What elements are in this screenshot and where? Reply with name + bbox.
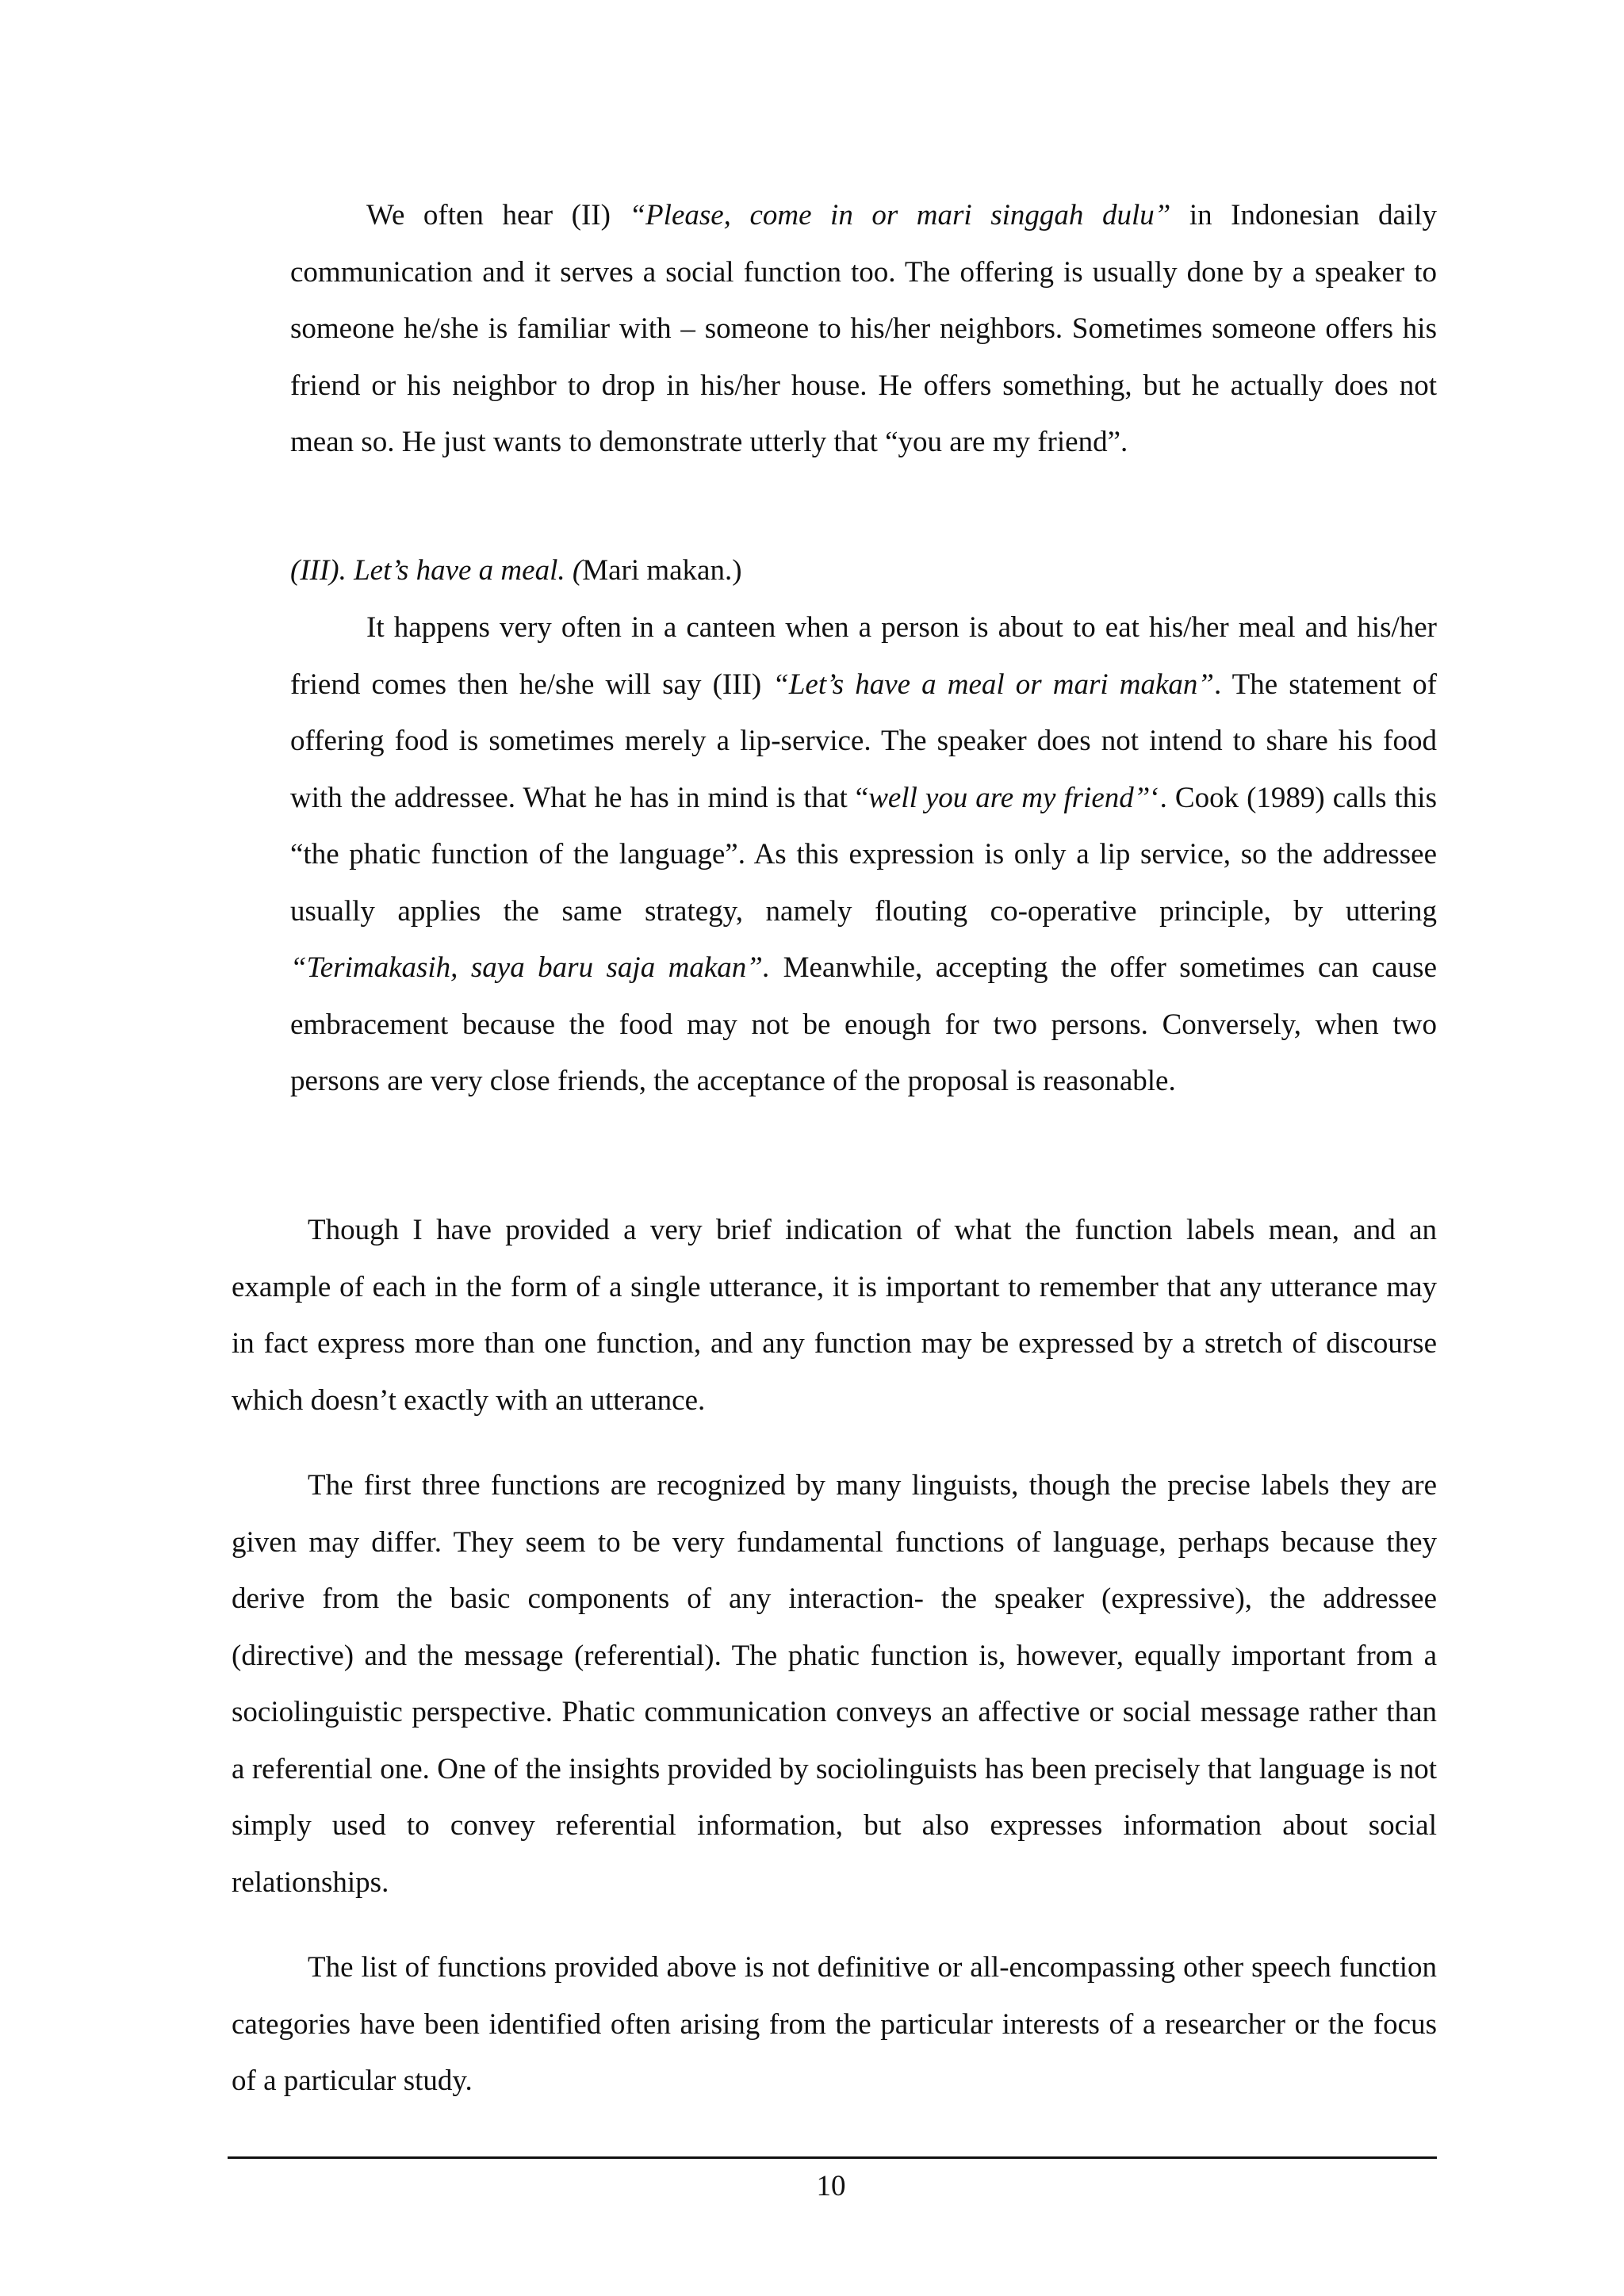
paragraph-meal-offer <box>290 599 1437 1110</box>
p4-text: The first three functions are recognized by many linguists, though the precise labels they are given may differ. They seem to be very fundamental functions of language, perhaps because they derive from the basic components of any interaction- the speaker (expressive), the addressee (directive) and the message (referential). The phatic function is, however, equally important from a sociolinguistic perspective. Phatic communication conveys an affective or social message rather than a referential one. One of the insights provided by sociolinguists has been precisely that language is not simply used to convey referential information, but also expresses information about social relationships. <box>232 1469 1437 1899</box>
p2-text-2: . The statement of offering food is sometimes merely a lip-service. The speaker does not intend to share his food with the addressee. What he has in mind is that “ <box>290 668 1437 814</box>
paragraph-list-of-functions <box>232 1939 1437 2110</box>
footer-divider <box>228 2156 1437 2159</box>
page-number: 10 <box>816 2170 846 2202</box>
heading-italic: (III). Let’s have a meal. ( <box>290 554 583 587</box>
p1-text-1: We often hear (II) <box>366 199 630 232</box>
p2-italic-3: “Terimakasih, saya baru saja makan”. <box>290 951 771 984</box>
p3-text: Though I have provided a very brief indication of what the function labels mean, and an example of each in the form of a single utterance, it is important to remember that any utterance may in fact express more than one function, and any function may be expressed by a stretch of discourse which doesn’t exactly with an utterance. <box>232 1214 1437 1417</box>
p2-text-4: Meanwhile, accepting the offer sometimes can cause embracement because the food may not be enough for two persons. Conversely, when two persons are very close friends, the acceptance of the proposal is reasonable. <box>290 951 1437 1097</box>
p1-italic-quote: “Please, come in or mari singgah dulu” <box>629 199 1171 232</box>
p1-text-2: in Indonesian daily communication and it serves a social function too. The offering is usually done by a speaker to someone he/she is familiar with – someone to his/her neighbors. Sometimes someone offers his friend or his neighbor to drop in his/her house. He offers something, but he actually does not mean so. He just wants to demonstrate utterly that “you are my friend”. <box>290 199 1437 458</box>
p2-text-3: ‘. Cook (1989) calls this “the phatic function of the language”. As this expression is only a lip service, so the addressee usually applies the same strategy, namely flouting co-operative principle, by uttering <box>290 781 1437 928</box>
paragraph-function-labels <box>232 1202 1437 1429</box>
p2-text-1: It happens very often in a canteen when a person is about to eat his/her meal and his/her friend comes then he/she will say (III) <box>290 611 1437 701</box>
p5-text: The list of functions provided above is not definitive or all-encompassing other speech function categories have been identified often arising from the particular interests of a researcher or the focus of a particular study. <box>232 1951 1437 2097</box>
paragraph-offering-drop-in <box>290 187 1437 471</box>
paragraph-first-three-functions <box>232 1457 1437 1911</box>
p2-italic-1: “Let’s have a meal or mari makan” <box>772 668 1214 701</box>
example-heading-iii <box>290 542 742 599</box>
heading-text: Mari makan.) <box>582 554 742 587</box>
p2-italic-2: well you are my friend” <box>868 781 1151 814</box>
